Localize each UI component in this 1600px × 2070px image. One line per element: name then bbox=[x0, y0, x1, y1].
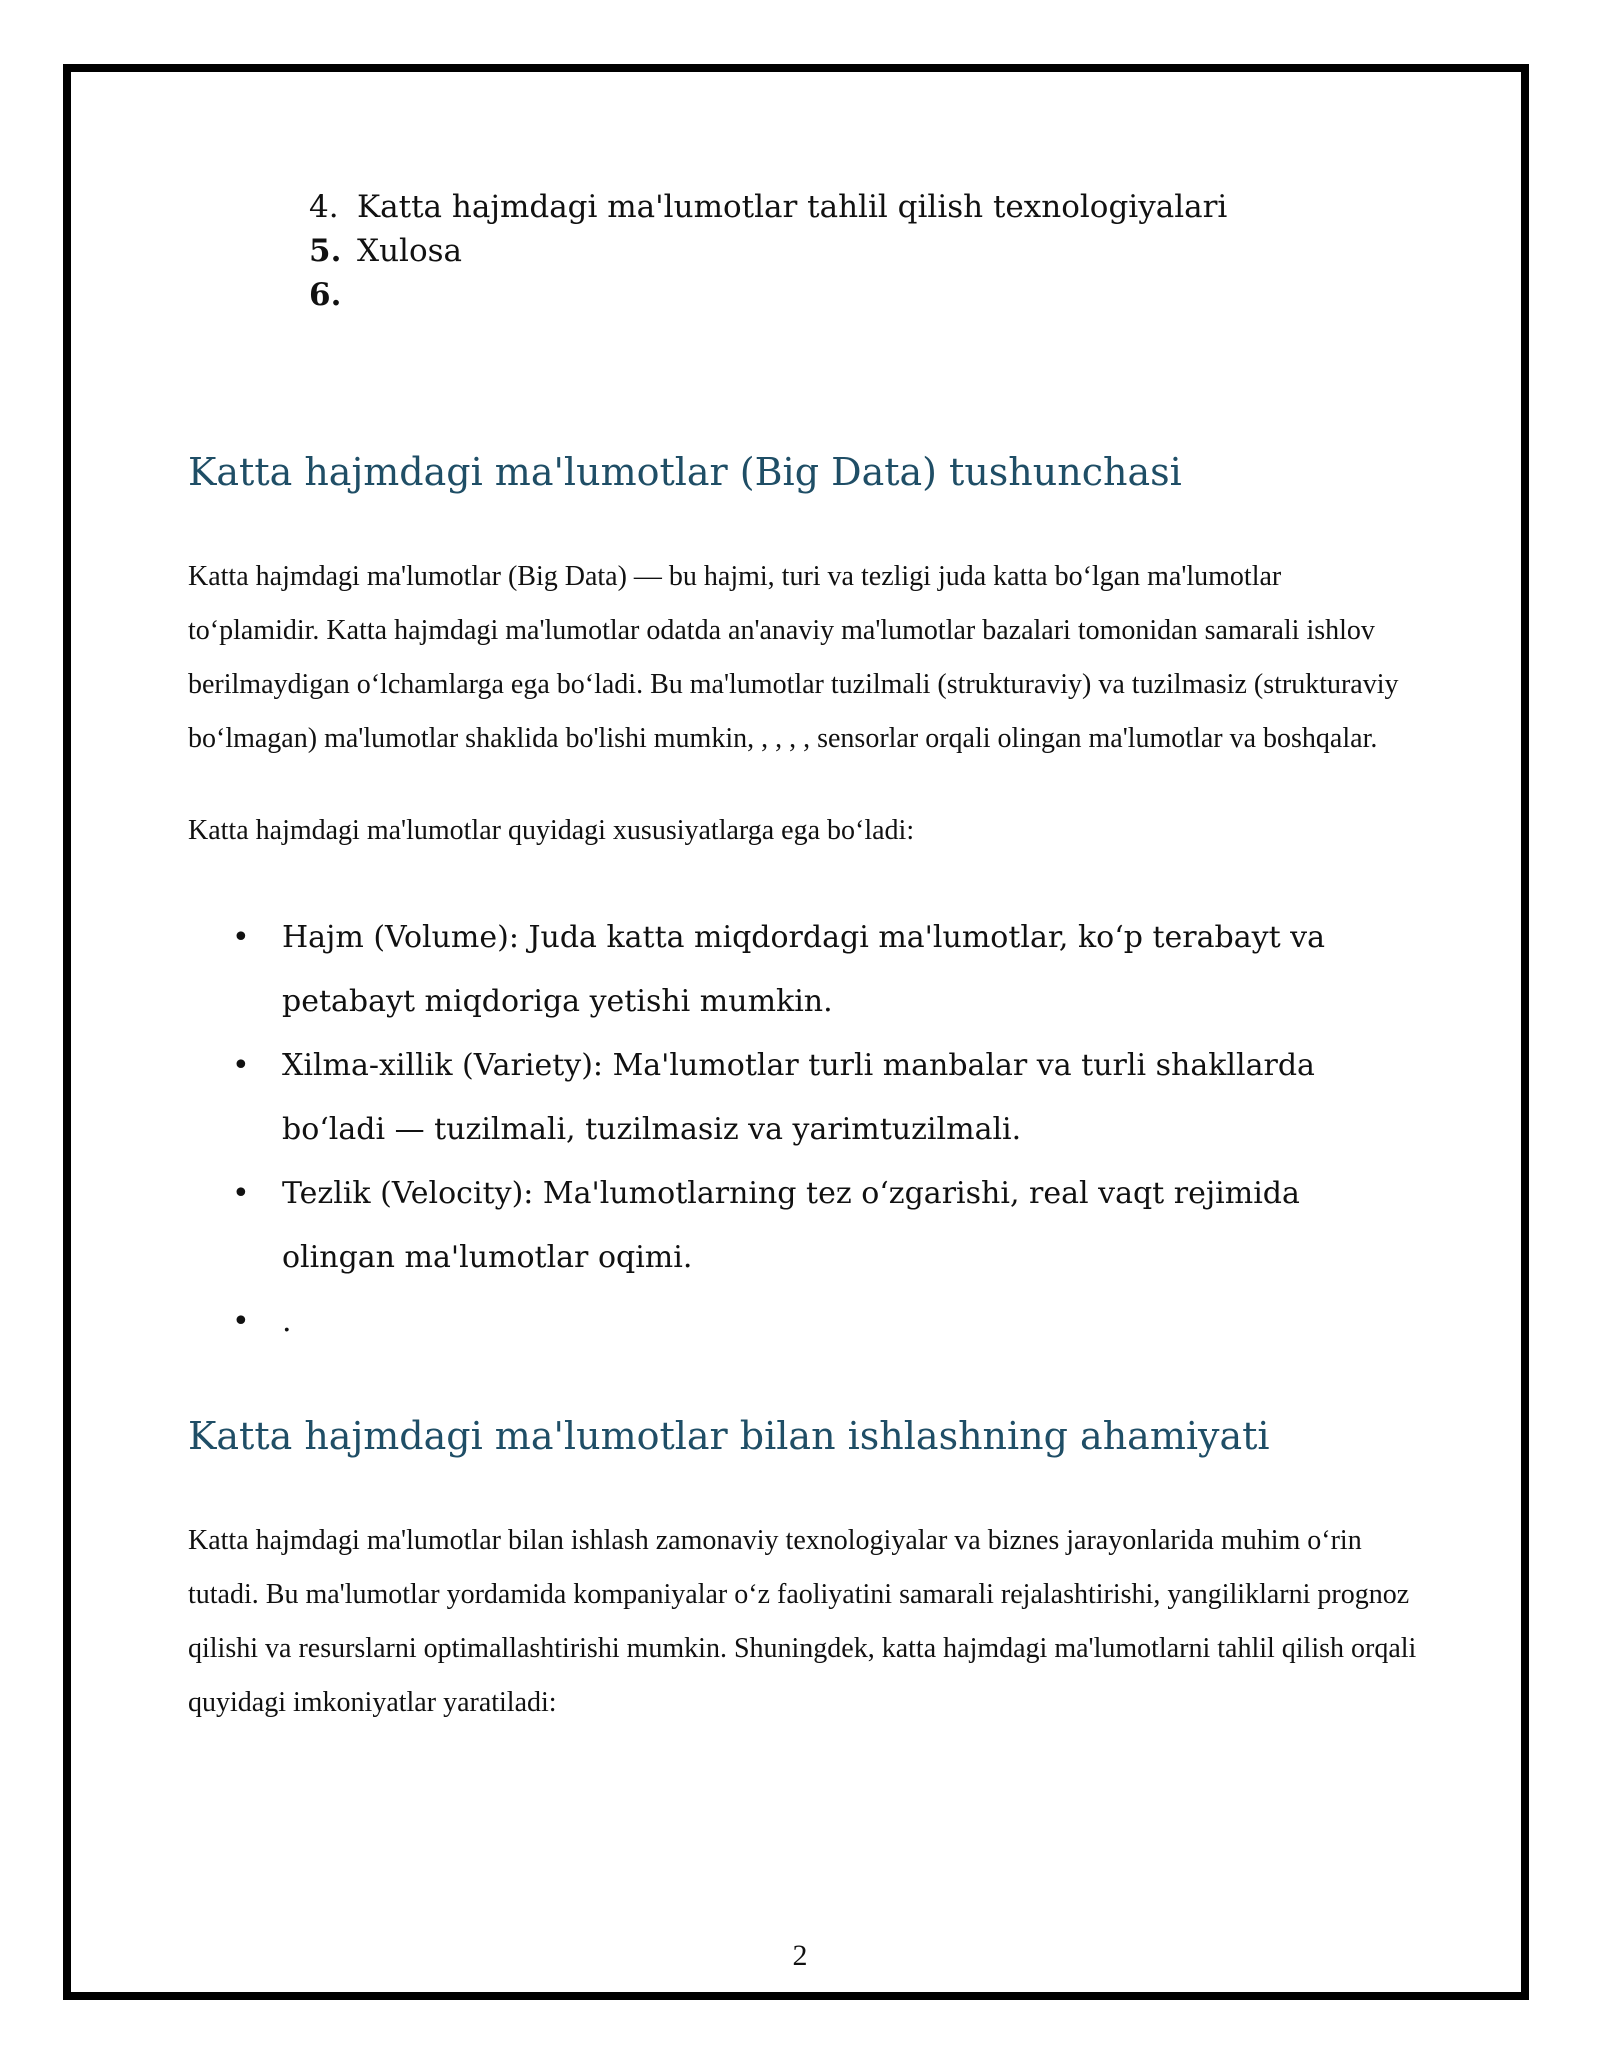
page-number: 2 bbox=[792, 1939, 808, 1972]
bullet-icon: • bbox=[232, 1304, 250, 1339]
list-item-text: Hajm (Volume): Juda katta miqdordagi ma'lumotlar, ko‘p terabayt va petabayt miqdoriga yetishi mumkin. bbox=[282, 920, 1325, 1019]
bullet-icon: • bbox=[232, 1048, 250, 1083]
toc-item-text: Xulosa bbox=[357, 233, 463, 269]
toc-item-number: 4. bbox=[309, 189, 339, 225]
section-heading-big-data-concept: Katta hajmdagi ma'lumotlar (Big Data) tushunchasi bbox=[188, 450, 1182, 494]
list-item bbox=[188, 906, 1418, 1034]
table-of-contents-list bbox=[188, 185, 1418, 317]
toc-item bbox=[309, 185, 1418, 229]
list-item bbox=[188, 1034, 1418, 1162]
bullet-icon: • bbox=[232, 920, 250, 955]
big-data-features-list bbox=[188, 906, 1418, 1354]
toc-item bbox=[309, 229, 1418, 273]
list-item-text: . bbox=[282, 1304, 292, 1339]
toc-item bbox=[309, 273, 1418, 317]
section2-paragraph: Katta hajmdagi ma'lumotlar bilan ishlash zamonaviy texnologiyalar va biznes jarayonlarida muhim o‘rin tutadi. Bu ma'lumotlar yordamida kompaniyalar o‘z faoliyatini samarali rejalashtirishi, yangiliklarni prognoz qilishi va resurslarni optimallashtirishi mumkin. Shuningdek, katta hajmdagi ma'lumotlarni tahlil qilish orqali quyidagi imkoniyatlar yaratiladi: bbox=[188, 1525, 1417, 1718]
list-item-text: Tezlik (Velocity): Ma'lumotlarning tez o‘zgarishi, real vaqt rejimida olingan ma'lumotlar oqimi. bbox=[282, 1176, 1300, 1275]
section1-paragraph-features-intro: Katta hajmdagi ma'lumotlar quyidagi xususiyatlarga ega bo‘ladi: bbox=[188, 815, 915, 846]
list-item bbox=[188, 1290, 1418, 1354]
toc-item-text: Katta hajmdagi ma'lumotlar tahlil qilish texnologiyalari bbox=[357, 189, 1228, 225]
list-item bbox=[188, 1162, 1418, 1290]
toc-item-number: 5. bbox=[309, 233, 342, 269]
bullet-icon: • bbox=[232, 1176, 250, 1211]
toc-item-number: 6. bbox=[309, 277, 342, 313]
section-heading-importance: Katta hajmdagi ma'lumotlar bilan ishlashning ahamiyati bbox=[188, 1414, 1270, 1458]
section1-paragraph-definition: Katta hajmdagi ma'lumotlar (Big Data) — bu hajmi, turi va tezligi juda katta bo‘lgan ma'lumotlar to‘plamidir. Katta hajmdagi ma'lumotlar odatda an'anaviy ma'lumotlar bazalari tomonidan samarali ishlov berilmaydigan o‘lchamlarga ega bo‘ladi. Bu ma'lumotlar tuzilmali (strukturaviy) va tuzilmasiz (strukturaviy bo‘lmagan) ma'lumotlar shaklida bo'lishi mumkin, , , , , sensorlar orqali olingan ma'lumotlar va boshqalar. bbox=[188, 561, 1399, 754]
list-item-text: Xilma-xillik (Variety): Ma'lumotlar turli manbalar va turli shakllarda bo‘ladi — tuzilmali, tuzilmasiz va yarimtuzilmali. bbox=[282, 1048, 1315, 1147]
page-content bbox=[188, 185, 1418, 1730]
